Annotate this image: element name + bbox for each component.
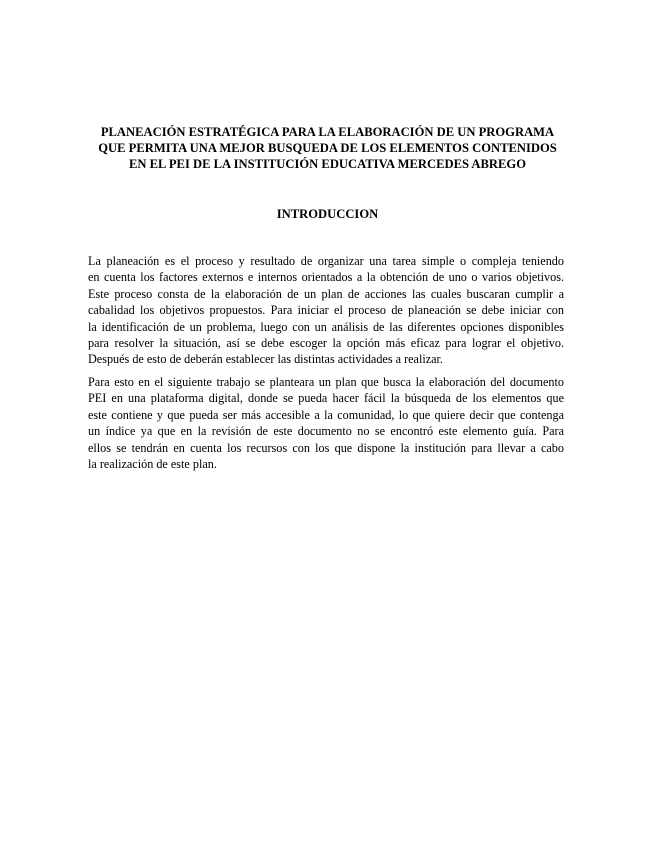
paragraph-plan [88, 374, 564, 472]
paragraph-line: Después de esto de deberán establecer las distintas actividades a realizar. [88, 352, 443, 367]
paragraph-line: un índice ya que en la revisión de este documento no se encontró este elemento guía. Para [88, 424, 564, 439]
paragraph-line: para resolver la situación, así se debe escoger la opción más eficaz para lograr el objetivo. [88, 336, 564, 351]
title-line: QUE PERMITA UNA MEJOR BUSQUEDA DE LOS ELEMENTOS CONTENIDOS [98, 141, 557, 155]
paragraph-line: Este proceso consta de la elaboración de un plan de acciones las cuales buscaran cumplir a [88, 286, 564, 301]
paragraph-line: Para esto en el siguiente trabajo se planteara un plan que busca la elaboración del documento [88, 375, 564, 389]
paragraph-line: ellos se tendrán en cuenta los recursos con los que dispone la institución para llevar a cabo [88, 440, 564, 455]
paragraph-line: la realización de este plan. [88, 457, 217, 472]
document-title [80, 124, 575, 172]
paragraph-line: La planeación es el proceso y resultado de organizar una tarea simple o compleja teniendo [88, 254, 564, 268]
paragraph-line: cabalidad los objetivos propuestos. Para iniciar el proceso de planeación se debe iniciar con [88, 303, 564, 318]
paragraph-line: este contiene y que pueda ser más accesible a la comunidad, lo que quiere decir que contenga [88, 407, 564, 422]
title-line: EN EL PEI DE LA INSTITUCIÓN EDUCATIVA MERCEDES ABREGO [128, 157, 527, 171]
section-heading: INTRODUCCION [276, 207, 379, 221]
paragraph-line: la identificación de un problema, luego con un análisis de las diferentes opciones disponibles [88, 319, 564, 334]
paragraph-line: PEI en una plataforma digital, donde se pueda hacer fácil la búsqueda de los elementos que [88, 391, 564, 406]
title-line: PLANEACIÓN ESTRATÉGICA PARA LA ELABORACIÓN DE UN PROGRAMA [100, 125, 555, 139]
paragraph-line: en cuenta los factores externos e internos orientados a la obtención de uno o varios objetivos. [88, 270, 564, 285]
paragraph-introduction [88, 253, 564, 368]
